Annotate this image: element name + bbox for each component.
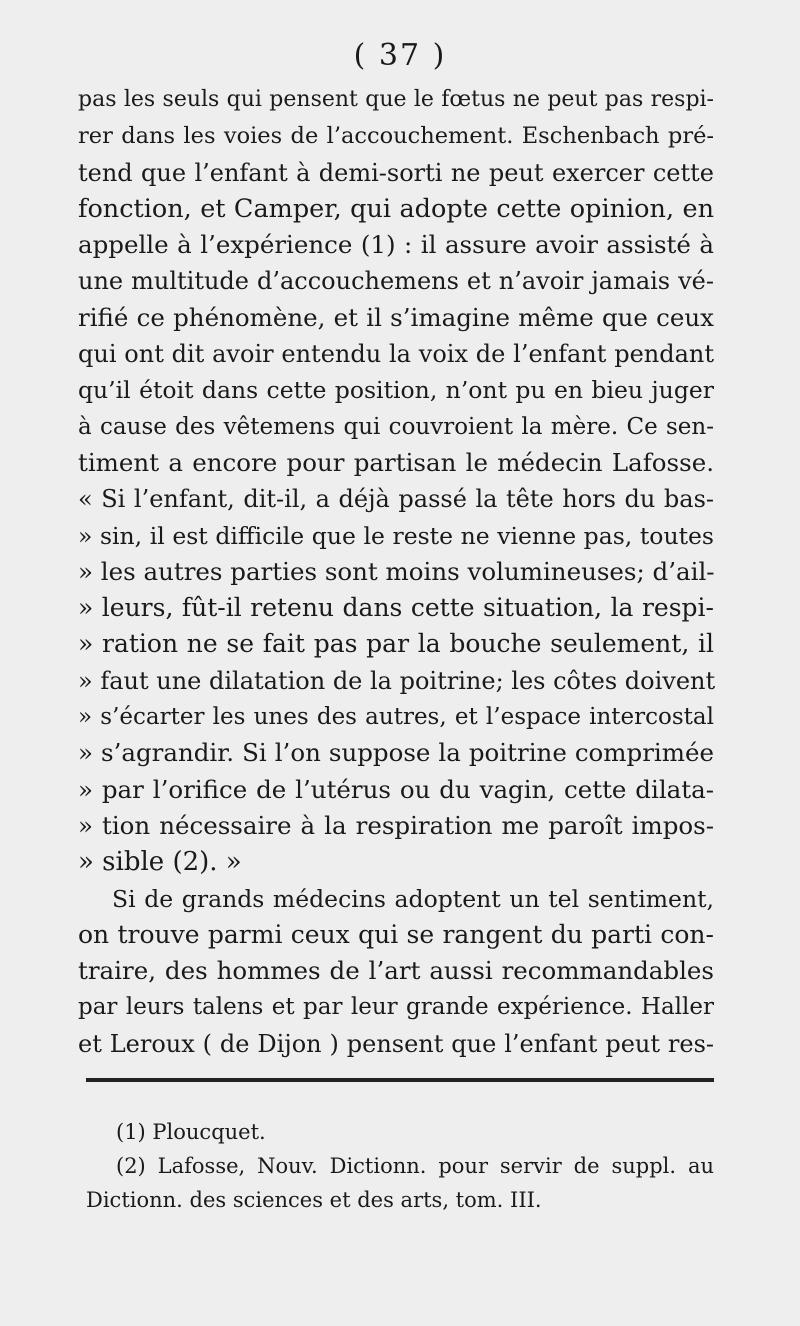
- footnote-rule: [86, 1078, 714, 1082]
- text-line: fonction, et Camper, qui adopte cette opinion, en: [78, 193, 714, 224]
- quote-line: » ration ne se fait pas par la bouche seulement, il: [78, 629, 714, 659]
- text-line: une multitude d’accouchemens et n’avoir jamais vé-: [78, 267, 714, 296]
- quote-line: » les autres parties sont moins volumineuses; d’ail-: [78, 556, 715, 586]
- text-line: timent a encore pour partisan le médecin Lafosse.: [78, 447, 714, 477]
- text-line: rifié ce phénomène, et il s’imagine même que ceux: [78, 302, 714, 332]
- text-line: et Leroux ( de Dijon ) pensent que l’enfant peut res-: [78, 1029, 714, 1058]
- text-line: traire, des hommes de l’art aussi recommandables: [78, 956, 714, 986]
- quote-line: » faut une dilatation de la poitrine; les côtes doivent: [78, 666, 716, 695]
- quote-line: » s’écarter les unes des autres, et l’espace intercostal: [78, 704, 714, 731]
- text-line: qu’il étoit dans cette position, n’ont pu en bieu juger: [78, 376, 714, 405]
- text-line: par leurs talens et par leur grande expérience. Haller: [78, 994, 714, 1021]
- text-line: appelle à l’expérience (1) : il assure avoir assisté à: [78, 230, 714, 260]
- body-text: [78, 82, 714, 1062]
- page-number: ( 37 ): [353, 38, 447, 73]
- footnote-2: (2) Lafosse, Nouv. Dictionn. pour servir de suppl. au: [116, 1154, 714, 1178]
- quote-line: » s’agrandir. Si l’on suppose la poitrine comprimée: [78, 738, 714, 768]
- text-line: à cause des vêtemens qui couvroient la mère. Ce sen-: [78, 413, 714, 440]
- text-line: qui ont dit avoir entendu la voix de l’enfant pendant: [78, 340, 714, 369]
- text-line: tend que l’enfant à demi-sorti ne peut exercer cette: [78, 158, 714, 187]
- footnote-1: (1) Ploucquet.: [116, 1120, 266, 1144]
- quote-line: » par l’orifice de l’utérus ou du vagin, cette dilata-: [78, 774, 714, 804]
- quote-line: « Si l’enfant, dit-il, a déjà passé la tête hors du bas-: [78, 485, 714, 514]
- text-line: rer dans les voies de l’accouchement. Eschenbach pré-: [78, 123, 714, 150]
- footnotes: [86, 1115, 714, 1217]
- quote-line: » leurs, fût-il retenu dans cette situation, la respi-: [78, 593, 714, 623]
- footnote-2-continued: Dictionn. des sciences et des arts, tom. III.: [86, 1188, 542, 1212]
- text-line: pas les seuls qui pensent que le fœtus ne peut pas respi-: [78, 87, 714, 112]
- quote-line: » sible (2). »: [78, 847, 242, 878]
- paragraph-start-line: Si de grands médecins adoptent un tel sentiment,: [112, 884, 714, 913]
- quote-line: » tion nécessaire à la respiration me paroît impos-: [78, 810, 714, 840]
- quote-line: » sin, il est difficile que le reste ne vienne pas, toutes: [78, 521, 714, 550]
- text-line: on trouve parmi ceux qui se rangent du parti con-: [78, 919, 714, 949]
